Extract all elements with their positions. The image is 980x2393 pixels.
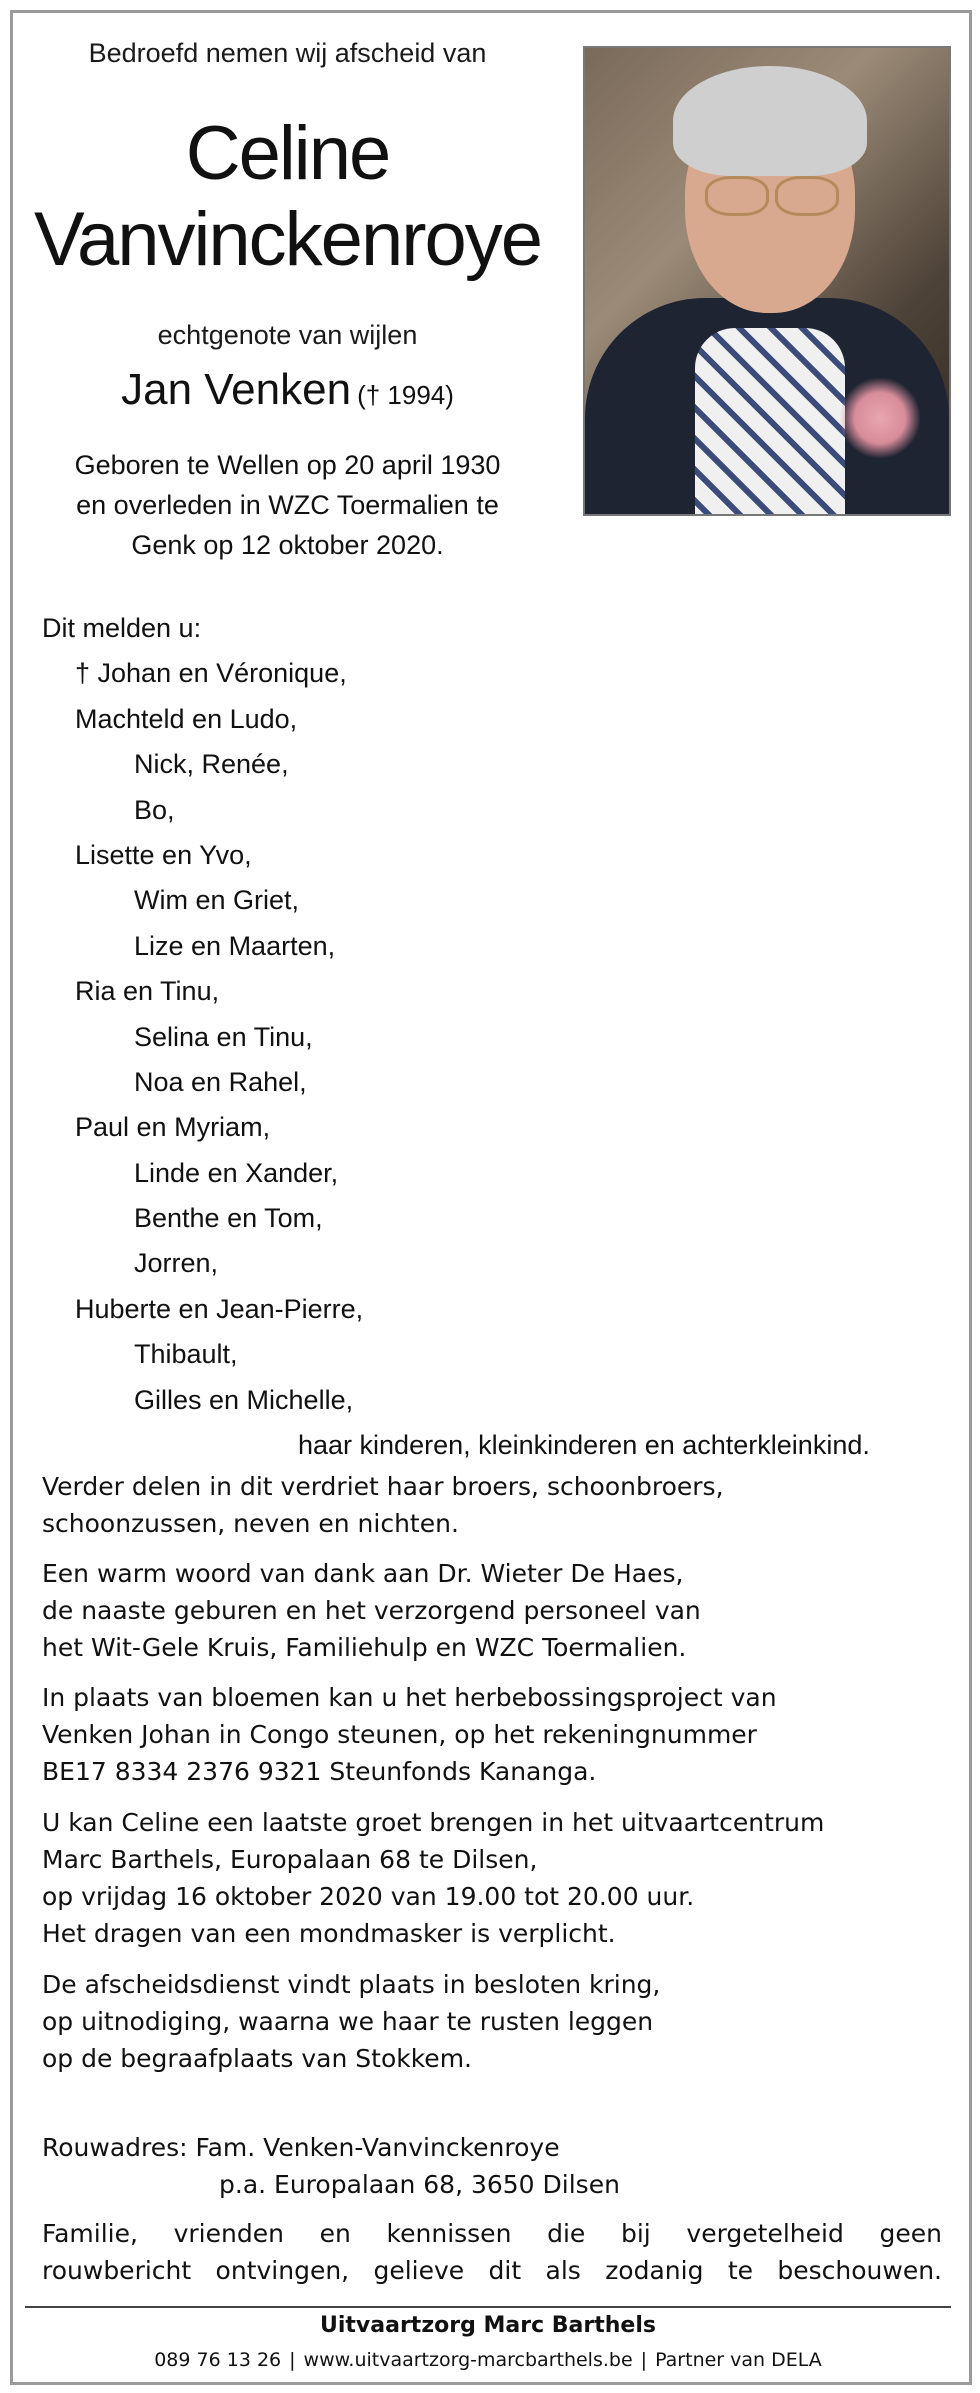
- mourning-address: [42, 2129, 620, 2203]
- photo-brooch: [840, 378, 920, 458]
- family-closing: haar kinderen, kleinkinderen en achterkleinkind.: [298, 1430, 870, 1461]
- thanks-paragraph: Een warm woord van dank aan Dr. Wieter De Haes, de naaste geburen en het verzorgend personeel van het Wit-Gele Kruis, Familiehulp en WZC Toermalien.: [42, 1559, 701, 1662]
- birth-death-info: [10, 445, 565, 565]
- footer-divider: [25, 2306, 951, 2308]
- family-member: Paul en Myriam,: [75, 1112, 271, 1143]
- photo-shirt: [695, 328, 845, 516]
- family-member: Noa en Rahel,: [134, 1066, 307, 1097]
- family-member: Lisette en Yvo,: [75, 839, 252, 870]
- family-member: Lize en Maarten,: [134, 930, 336, 961]
- phone-number: 089 76 13 26: [154, 2349, 282, 2371]
- photo-glasses-right: [775, 176, 839, 216]
- notice-line-2: rouwbericht ontvingen, gelieve dit als zodanig te beschouwen.: [42, 2256, 942, 2285]
- photo-hair: [673, 66, 867, 176]
- deceased-first-name: Celine: [185, 111, 390, 196]
- family-member: Benthe en Tom,: [134, 1203, 323, 1234]
- notice-line-1: Familie, vrienden en kennissen die bij vergetelheid geen: [42, 2219, 942, 2248]
- family-member: Jorren,: [134, 1248, 219, 1279]
- service-paragraph: De afscheidsdienst vindt plaats in besloten kring, op uitnodiging, waarna we haar te rusten leggen op de begraafplaats van Stokkem.: [42, 1970, 661, 2073]
- birth-line: Geboren te Wellen op 20 april 1930: [74, 450, 501, 480]
- spouse-death-year: († 1994): [357, 380, 454, 410]
- death-line: en overleden in WZC Toermalien te: [76, 490, 499, 520]
- family-member: Machteld en Ludo,: [75, 703, 298, 734]
- spouse-line: [10, 365, 565, 415]
- notice-intro: Bedroefd nemen wij afscheid van: [88, 38, 487, 68]
- portrait-photo: [583, 46, 951, 516]
- funeral-home-contact: [10, 2349, 966, 2371]
- family-member: Thibault,: [134, 1339, 238, 1370]
- family-intro: Dit melden u:: [42, 613, 202, 643]
- relatives-paragraph: Verder delen in dit verdriet haar broers, schoonbroers, schoonzussen, neven en nichten.: [42, 1472, 724, 1538]
- partner-text: Partner van DELA: [655, 2349, 822, 2371]
- spouse-intro: echtgenote van wijlen: [157, 320, 418, 350]
- deceased-last-name: Vanvinckenroye: [33, 197, 542, 282]
- death-date-line: Genk op 12 oktober 2020.: [131, 530, 444, 560]
- spouse-name: Jan Venken: [121, 365, 352, 414]
- family-member: Huberte en Jean-Pierre,: [75, 1293, 364, 1324]
- family-member: Bo,: [134, 794, 175, 825]
- family-member: Linde en Xander,: [134, 1157, 339, 1188]
- flowers-paragraph: In plaats van bloemen kan u het herbebossingsproject van Venken Johan in Congo steunen, op het rekeningnummer BE17 8334 2376 9321 Steunfonds Kananga.: [42, 1683, 777, 1786]
- website-link[interactable]: www.uitvaartzorg-marcbarthels.be: [303, 2349, 633, 2371]
- photo-glasses-left: [705, 176, 769, 216]
- family-member: Ria en Tinu,: [75, 976, 220, 1007]
- address-line-2: p.a. Europalaan 68, 3650 Dilsen: [219, 2170, 620, 2199]
- family-member: Nick, Renée,: [134, 749, 289, 780]
- family-member: † Johan en Véronique,: [75, 658, 347, 689]
- family-member: Wim en Griet,: [134, 885, 300, 916]
- visit-paragraph: U kan Celine een laatste groet brengen in het uitvaartcentrum Marc Barthels, Europalaan 68 te Dilsen, op vrijdag 16 oktober 2020 van 19.00 tot 20.00 uur. Het dragen van een mondmasker is verplicht.: [42, 1808, 825, 1948]
- separator: |: [289, 2349, 296, 2371]
- family-member: Selina en Tinu,: [134, 1021, 313, 1052]
- funeral-home-name: Uitvaartzorg Marc Barthels: [320, 2313, 656, 2338]
- address-line-1: Rouwadres: Fam. Venken-Vanvinckenroye: [42, 2133, 560, 2162]
- family-list: [42, 606, 942, 1468]
- separator: |: [640, 2349, 648, 2371]
- family-member: Gilles en Michelle,: [134, 1384, 354, 1415]
